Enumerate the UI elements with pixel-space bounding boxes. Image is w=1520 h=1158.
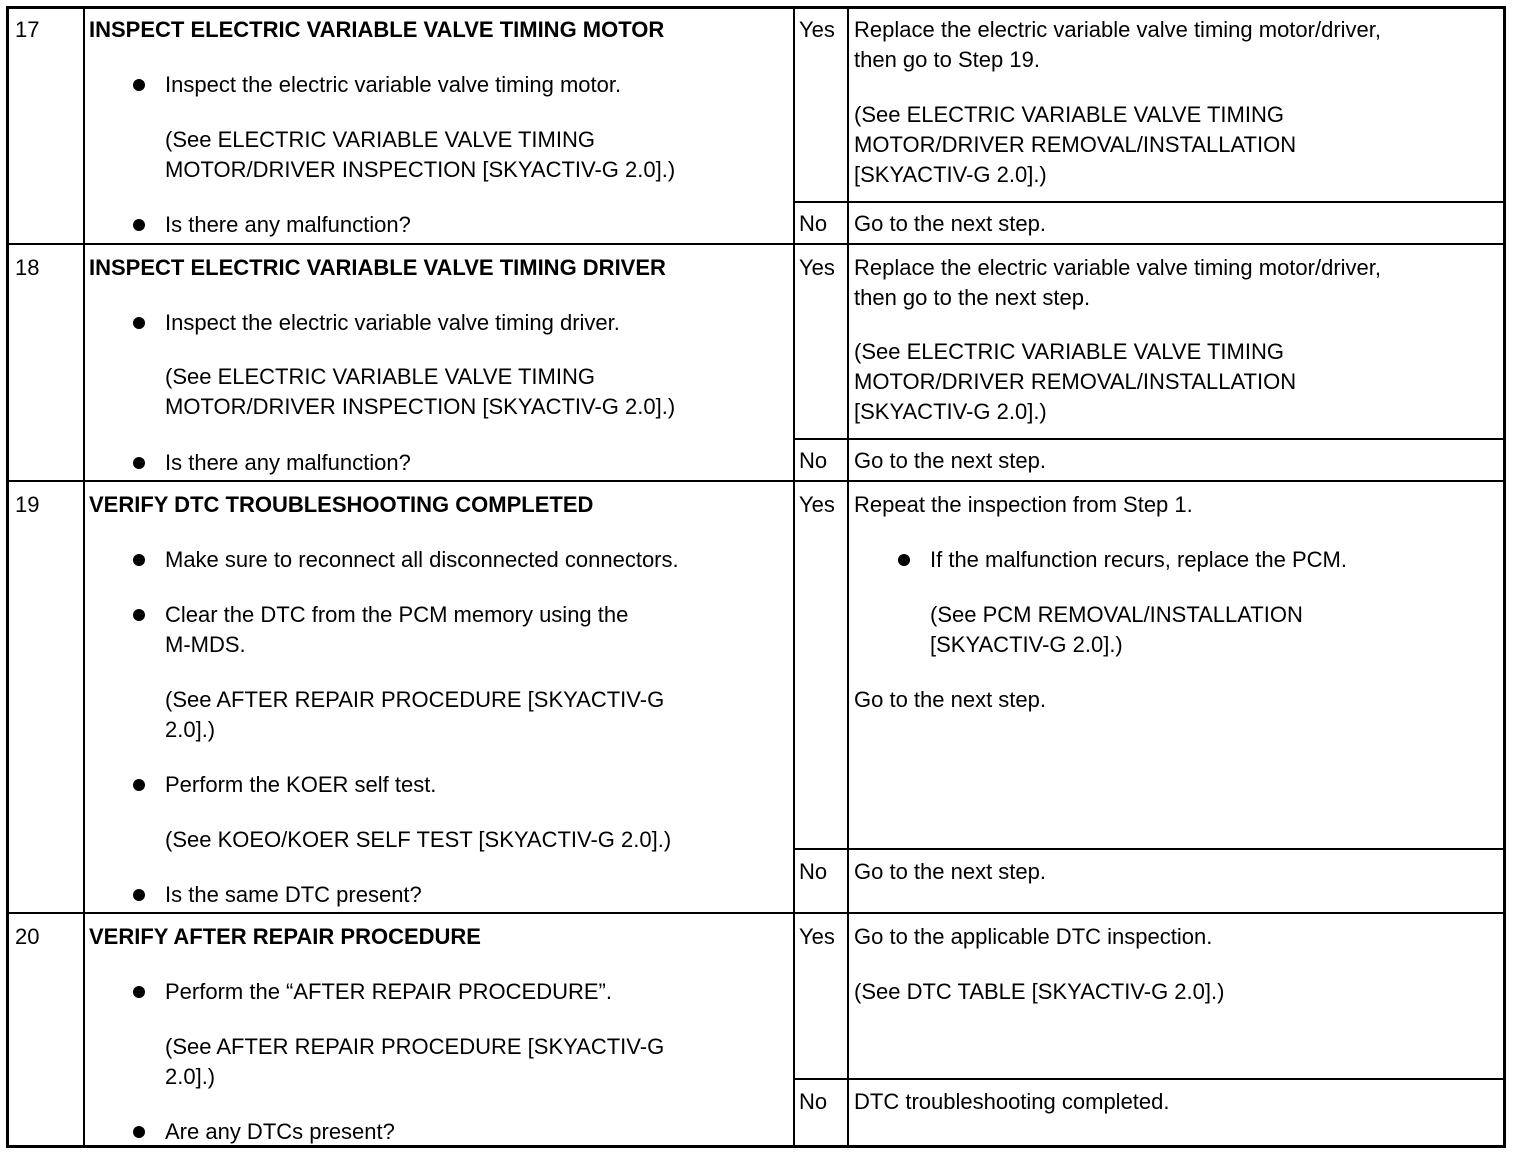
bullet-icon: [133, 609, 145, 621]
no-label: No: [799, 211, 828, 236]
bullet-icon: [133, 779, 145, 791]
yes-action: Replace the electric variable valve timing motor/driver,: [854, 255, 1382, 280]
bullet-icon: [133, 554, 145, 566]
yes-no-divider: [793, 201, 1503, 203]
yes-action: Go to the applicable DTC inspection.: [854, 924, 1213, 949]
column-divider: [83, 9, 85, 1145]
step-number: 17: [15, 17, 40, 42]
row-divider: [9, 243, 1503, 245]
step-title: INSPECT ELECTRIC VARIABLE VALVE TIMING MOTOR: [89, 17, 665, 42]
reference-note: (See KOEO/KOER SELF TEST [SKYACTIV-G 2.0].): [165, 827, 672, 852]
step-item: Is there any malfunction?: [165, 212, 411, 237]
yes-label: Yes: [799, 255, 835, 280]
no-action: Go to the next step.: [854, 211, 1047, 236]
row-divider: [9, 912, 1503, 914]
bullet-icon: [133, 317, 145, 329]
step-item: Make sure to reconnect all disconnected connectors.: [165, 547, 679, 572]
bullet-icon: [133, 1126, 145, 1138]
bullet-icon: [898, 554, 910, 566]
yes-no-divider: [793, 1078, 1503, 1080]
bullet-icon: [133, 889, 145, 901]
bullet-icon: [133, 219, 145, 231]
reference-note: (See AFTER REPAIR PROCEDURE [SKYACTIV-G: [165, 1034, 665, 1059]
step-item: Inspect the electric variable valve timing driver.: [165, 310, 620, 335]
reference-note: 2.0].): [165, 717, 216, 742]
reference-note: (See ELECTRIC VARIABLE VALVE TIMING: [854, 339, 1284, 364]
no-label: No: [799, 448, 828, 473]
yes-no-divider: [793, 438, 1503, 440]
row-divider: [9, 480, 1503, 482]
yes-label: Yes: [799, 492, 835, 517]
bullet-icon: [133, 457, 145, 469]
reference-note: 2.0].): [165, 1064, 216, 1089]
reference-note: MOTOR/DRIVER REMOVAL/INSTALLATION: [854, 132, 1297, 157]
step-number: 20: [15, 924, 40, 949]
reference-note: [SKYACTIV-G 2.0].): [930, 632, 1123, 657]
step-item: Is there any malfunction?: [165, 450, 411, 475]
reference-note: MOTOR/DRIVER REMOVAL/INSTALLATION: [854, 369, 1297, 394]
no-action: DTC troubleshooting completed.: [854, 1089, 1170, 1114]
no-action: Go to the next step.: [854, 859, 1047, 884]
reference-note: (See ELECTRIC VARIABLE VALVE TIMING: [165, 127, 595, 152]
step-number: 19: [15, 492, 40, 517]
troubleshooting-table: [6, 6, 1506, 1148]
reference-note: [SKYACTIV-G 2.0].): [854, 399, 1047, 424]
reference-note: (See ELECTRIC VARIABLE VALVE TIMING: [854, 102, 1284, 127]
step-title: INSPECT ELECTRIC VARIABLE VALVE TIMING DRIVER: [89, 255, 666, 280]
reference-note: MOTOR/DRIVER INSPECTION [SKYACTIV-G 2.0].): [165, 394, 676, 419]
step-title: VERIFY AFTER REPAIR PROCEDURE: [89, 924, 481, 949]
reference-note: (See AFTER REPAIR PROCEDURE [SKYACTIV-G: [165, 687, 665, 712]
reference-note: (See PCM REMOVAL/INSTALLATION: [930, 602, 1303, 627]
bullet-icon: [133, 79, 145, 91]
reference-note: [SKYACTIV-G 2.0].): [854, 162, 1047, 187]
column-divider: [793, 9, 795, 1145]
no-label: No: [799, 1089, 828, 1114]
step-item: Inspect the electric variable valve timing motor.: [165, 72, 622, 97]
yes-label: Yes: [799, 17, 835, 42]
step-title: VERIFY DTC TROUBLESHOOTING COMPLETED: [89, 492, 594, 517]
no-action: Go to the next step.: [854, 448, 1047, 473]
yes-no-divider: [793, 848, 1503, 850]
no-label: No: [799, 859, 828, 884]
bullet-icon: [133, 986, 145, 998]
reference-note: (See DTC TABLE [SKYACTIV-G 2.0].): [854, 979, 1225, 1004]
yes-action: then go to the next step.: [854, 285, 1091, 310]
step-number: 18: [15, 255, 40, 280]
yes-action: Go to the next step.: [854, 687, 1047, 712]
reference-note: (See ELECTRIC VARIABLE VALVE TIMING: [165, 364, 595, 389]
step-item: Are any DTCs present?: [165, 1119, 395, 1144]
column-divider: [847, 9, 849, 1145]
yes-action: then go to Step 19.: [854, 47, 1040, 72]
step-item: Perform the “AFTER REPAIR PROCEDURE”.: [165, 979, 612, 1004]
step-item: Is the same DTC present?: [165, 882, 422, 907]
step-item: M-MDS.: [165, 632, 246, 657]
yes-action: Repeat the inspection from Step 1.: [854, 492, 1193, 517]
yes-action: If the malfunction recurs, replace the PCM.: [930, 547, 1347, 572]
yes-label: Yes: [799, 924, 835, 949]
reference-note: MOTOR/DRIVER INSPECTION [SKYACTIV-G 2.0].): [165, 157, 676, 182]
step-item: Clear the DTC from the PCM memory using the: [165, 602, 629, 627]
step-item: Perform the KOER self test.: [165, 772, 437, 797]
yes-action: Replace the electric variable valve timing motor/driver,: [854, 17, 1382, 42]
